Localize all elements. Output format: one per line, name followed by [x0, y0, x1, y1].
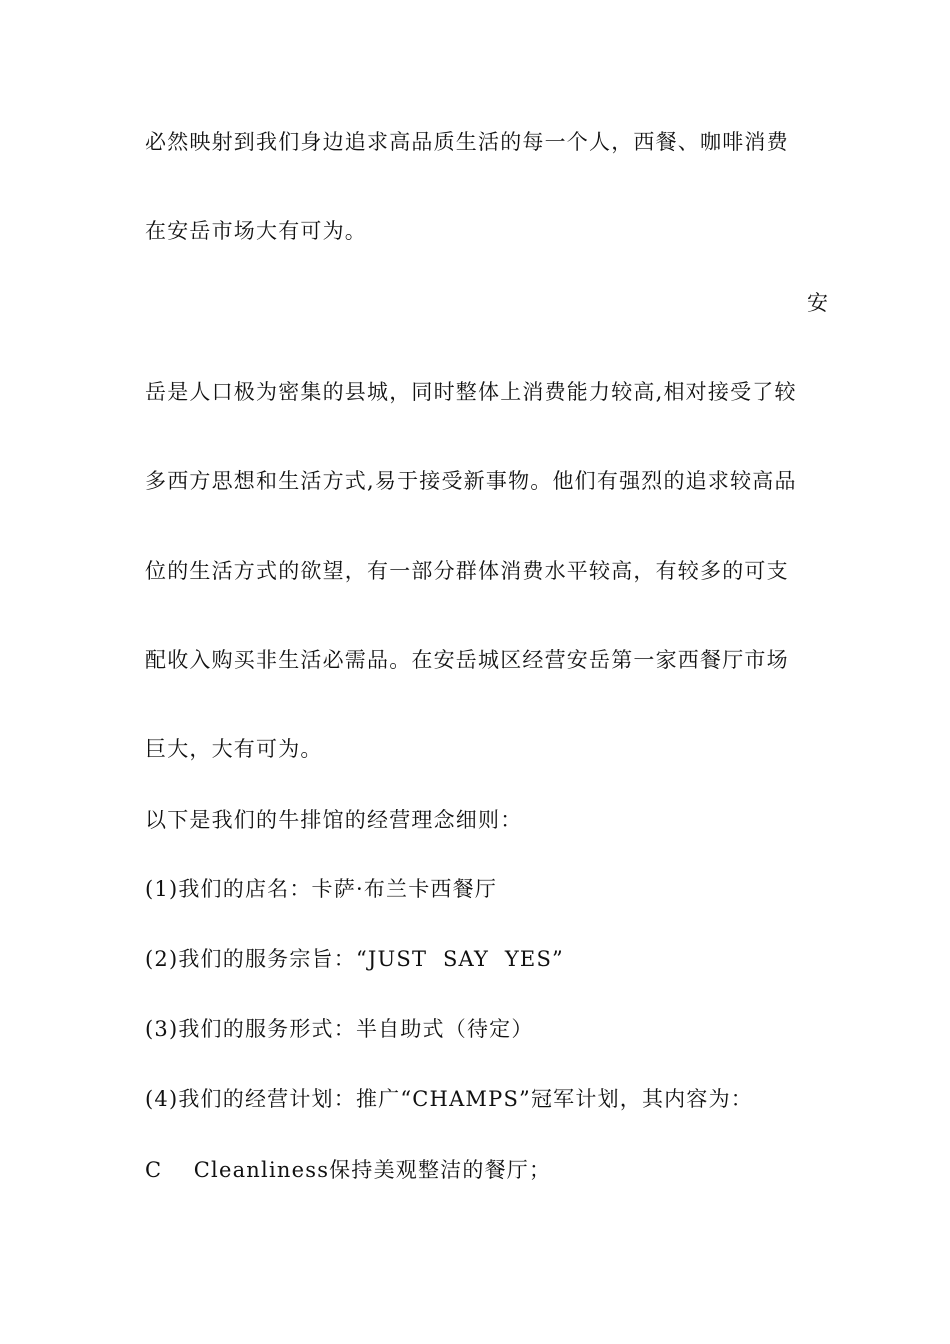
list-item: C Cleanliness保持美观整洁的餐厅；	[145, 1158, 552, 1182]
paragraph-line: 安	[807, 291, 830, 315]
paragraph-line: 位的生活方式的欲望，有一部分群体消费水平较高，有较多的可支	[145, 559, 789, 583]
list-item: (3)我们的服务形式：半自助式（待定）	[145, 1017, 534, 1041]
list-item: (2)我们的服务宗旨：“JUST SAY YES”	[145, 947, 564, 971]
paragraph-line: 在安岳市场大有可为。	[145, 219, 367, 243]
list-item: (1)我们的店名：卡萨·布兰卡西餐厅	[145, 877, 498, 901]
paragraph-line: 必然映射到我们身边追求高品质生活的每一个人，西餐、咖啡消费	[145, 130, 789, 154]
paragraph-line: 以下是我们的牛排馆的经营理念细则：	[145, 808, 523, 832]
paragraph-line: 配收入购买非生活必需品。在安岳城区经营安岳第一家西餐厅市场	[145, 648, 789, 672]
paragraph-line: 岳是人口极为密集的县城，同时整体上消费能力较高,相对接受了较	[145, 380, 797, 404]
list-item: (4)我们的经营计划：推广“CHAMPS”冠军计划，其内容为：	[145, 1087, 753, 1111]
paragraph-line: 巨大，大有可为。	[145, 737, 323, 761]
paragraph-line: 多西方思想和生活方式,易于接受新事物。他们有强烈的追求较高品	[145, 469, 797, 493]
